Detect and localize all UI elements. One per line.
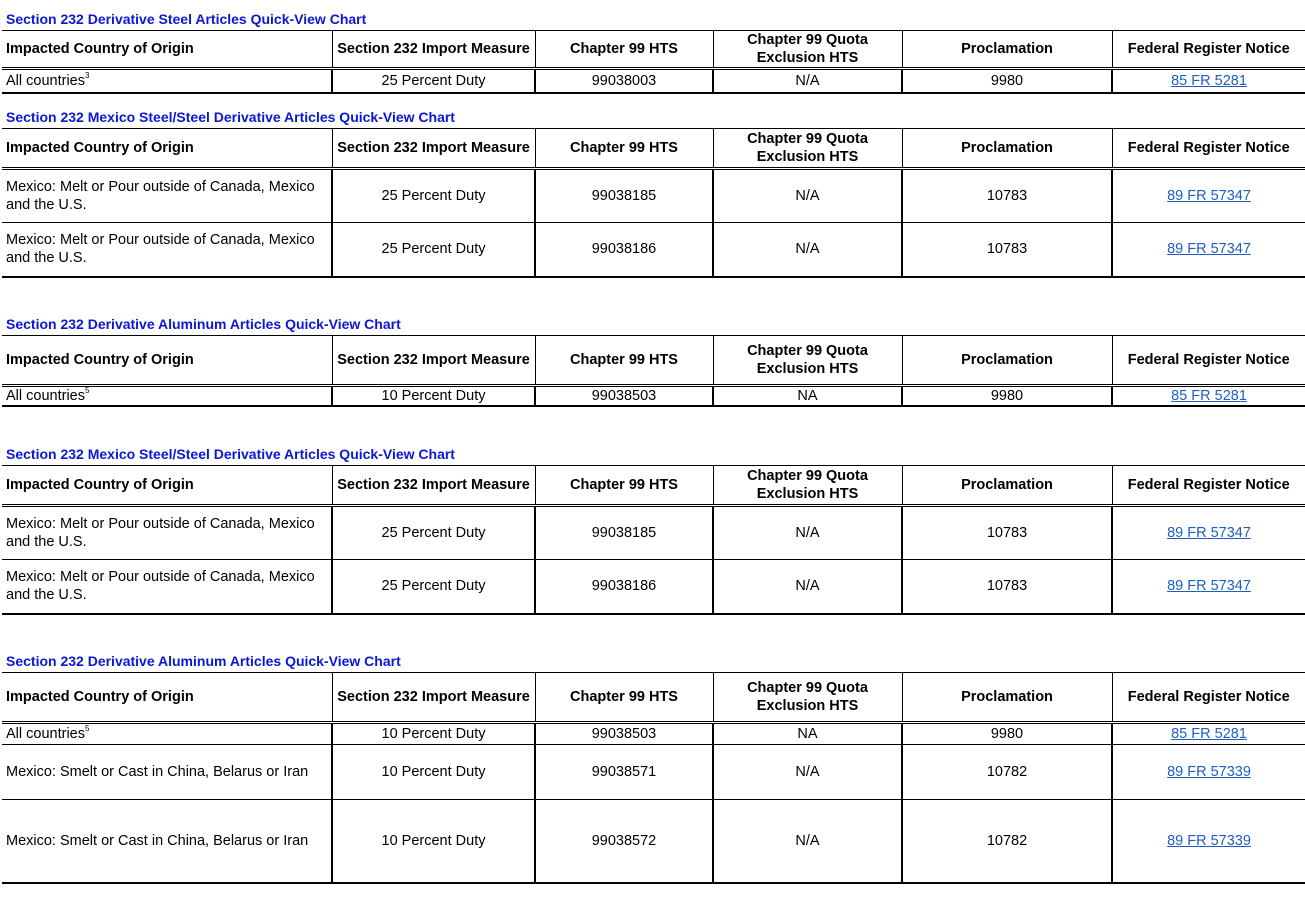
cell-frn <box>1112 386 1305 407</box>
header-quota-line1: Chapter 99 Quota <box>747 680 868 696</box>
cell-hts: 99038186 <box>535 223 713 277</box>
cell-country: Mexico: Melt or Pour outside of Canada, Mexico and the U.S. <box>2 506 332 560</box>
header-proclamation: Proclamation <box>902 129 1112 169</box>
header-frn: Federal Register Notice <box>1112 336 1305 386</box>
cell-proclamation: 10783 <box>902 169 1112 223</box>
header-hts: Chapter 99 HTS <box>535 336 713 386</box>
table-row <box>2 745 1305 800</box>
header-measure: Section 232 Import Measure <box>332 466 535 506</box>
cell-country: Mexico: Melt or Pour outside of Canada, Mexico and the U.S. <box>2 223 332 277</box>
cell-frn <box>1112 506 1305 560</box>
header-quota <box>713 466 902 506</box>
header-hts: Chapter 99 HTS <box>535 466 713 506</box>
header-measure: Section 232 Import Measure <box>332 129 535 169</box>
cell-quota: NA <box>713 386 902 407</box>
cell-proclamation: 10782 <box>902 800 1112 883</box>
header-measure: Section 232 Import Measure <box>332 336 535 386</box>
cell-hts: 99038186 <box>535 560 713 614</box>
table-row <box>2 169 1305 223</box>
frn-link[interactable]: 89 FR 57347 <box>1167 578 1251 595</box>
cell-measure: 10 Percent Duty <box>332 800 535 883</box>
header-quota-line2: Exclusion HTS <box>756 149 859 165</box>
cell-country: Mexico: Smelt or Cast in China, Belarus or Iran <box>2 745 332 800</box>
cell-quota: N/A <box>713 223 902 277</box>
header-frn: Federal Register Notice <box>1112 673 1305 723</box>
cell-quota: NA <box>713 723 902 745</box>
quick-view-table <box>2 335 1305 407</box>
cell-quota: N/A <box>713 169 902 223</box>
cell-country: All countries$^3$ <box>2 69 332 93</box>
header-row <box>2 129 1305 169</box>
cell-proclamation: 10782 <box>902 745 1112 800</box>
cell-frn <box>1112 223 1305 277</box>
header-country: Impacted Country of Origin <box>2 129 332 169</box>
table-row <box>2 386 1305 407</box>
section-title: Section 232 Derivative Steel Articles Quick-View Chart <box>6 11 367 27</box>
table-row <box>2 560 1305 614</box>
cell-hts: 99038185 <box>535 169 713 223</box>
cell-hts: 99038185 <box>535 506 713 560</box>
header-row <box>2 466 1305 506</box>
cell-quota: N/A <box>713 745 902 800</box>
header-quota <box>713 129 902 169</box>
cell-frn <box>1112 723 1305 745</box>
frn-link[interactable]: 85 FR 5281 <box>1171 72 1247 89</box>
header-row <box>2 336 1305 386</box>
cell-measure: 25 Percent Duty <box>332 506 535 560</box>
cell-hts: 99038503 <box>535 386 713 407</box>
frn-link[interactable]: 89 FR 57347 <box>1167 525 1251 541</box>
cell-proclamation: 9980 <box>902 386 1112 407</box>
header-quota <box>713 31 902 69</box>
table-row <box>2 723 1305 745</box>
frn-link[interactable]: 89 FR 57339 <box>1167 764 1251 780</box>
header-quota-line1: Chapter 99 Quota <box>747 131 868 147</box>
header-quota-line2: Exclusion HTS <box>756 698 859 714</box>
footnote-marker: 5 <box>84 386 90 395</box>
section-title: Section 232 Mexico Steel/Steel Derivative Articles Quick-View Chart <box>6 446 455 462</box>
cell-quota: N/A <box>713 506 902 560</box>
cell-proclamation: 10783 <box>902 506 1112 560</box>
cell-proclamation: 9980 <box>902 723 1112 745</box>
header-frn: Federal Register Notice <box>1112 31 1305 69</box>
cell-quota: N/A <box>713 800 902 883</box>
cell-country: All countries$^5$ <box>2 723 332 745</box>
cell-measure: 25 Percent Duty <box>332 169 535 223</box>
cell-proclamation: 10783 <box>902 223 1112 277</box>
cell-measure: 25 Percent Duty <box>332 560 535 614</box>
section-title: Section 232 Derivative Aluminum Articles Quick-View Chart <box>6 316 401 332</box>
section-title: Section 232 Derivative Aluminum Articles Quick-View Chart <box>6 653 401 669</box>
quick-view-table <box>2 128 1305 278</box>
cell-measure: 10 Percent Duty <box>332 745 535 800</box>
header-country: Impacted Country of Origin <box>2 31 332 69</box>
cell-frn <box>1112 69 1305 93</box>
frn-link[interactable]: 89 FR 57339 <box>1167 832 1251 849</box>
cell-quota: N/A <box>713 69 902 93</box>
header-proclamation: Proclamation <box>902 673 1112 723</box>
header-measure: Section 232 Import Measure <box>332 31 535 69</box>
header-country: Impacted Country of Origin <box>2 336 332 386</box>
header-measure: Section 232 Import Measure <box>332 673 535 723</box>
table-row <box>2 506 1305 560</box>
frn-link[interactable]: 85 FR 5281 <box>1171 726 1247 742</box>
cell-measure: 25 Percent Duty <box>332 69 535 93</box>
header-hts: Chapter 99 HTS <box>535 31 713 69</box>
frn-link[interactable]: 85 FR 5281 <box>1171 388 1247 404</box>
cell-country: All countries$^5$ <box>2 386 332 407</box>
header-quota-line2: Exclusion HTS <box>756 361 859 377</box>
table-row <box>2 800 1305 883</box>
header-quota <box>713 336 902 386</box>
footnote-marker: 3 <box>84 70 90 80</box>
header-country: Impacted Country of Origin <box>2 673 332 723</box>
frn-link[interactable]: 89 FR 57347 <box>1167 241 1251 258</box>
header-country: Impacted Country of Origin <box>2 466 332 506</box>
header-quota-line1: Chapter 99 Quota <box>747 32 868 48</box>
cell-measure: 10 Percent Duty <box>332 723 535 745</box>
header-frn: Federal Register Notice <box>1112 129 1305 169</box>
frn-link[interactable]: 89 FR 57347 <box>1167 188 1251 204</box>
cell-measure: 25 Percent Duty <box>332 223 535 277</box>
cell-hts: 99038572 <box>535 800 713 883</box>
header-frn: Federal Register Notice <box>1112 466 1305 506</box>
cell-country: Mexico: Melt or Pour outside of Canada, Mexico and the U.S. <box>2 169 332 223</box>
cell-measure: 10 Percent Duty <box>332 386 535 407</box>
cell-frn <box>1112 560 1305 614</box>
quick-view-table <box>2 672 1305 884</box>
table-row <box>2 69 1305 93</box>
header-quota-line1: Chapter 99 Quota <box>747 468 868 484</box>
header-quota <box>713 673 902 723</box>
header-proclamation: Proclamation <box>902 336 1112 386</box>
section-title: Section 232 Mexico Steel/Steel Derivative Articles Quick-View Chart <box>6 109 455 125</box>
header-quota-line2: Exclusion HTS <box>756 486 859 502</box>
header-quota-line2: Exclusion HTS <box>756 50 859 66</box>
header-hts: Chapter 99 HTS <box>535 673 713 723</box>
cell-country: Mexico: Melt or Pour outside of Canada, Mexico and the U.S. <box>2 560 332 614</box>
header-row <box>2 31 1305 69</box>
footnote-marker: 5 <box>84 724 90 733</box>
cell-proclamation: 9980 <box>902 69 1112 93</box>
cell-frn <box>1112 169 1305 223</box>
header-proclamation: Proclamation <box>902 31 1112 69</box>
cell-quota: N/A <box>713 560 902 614</box>
cell-country: Mexico: Smelt or Cast in China, Belarus or Iran <box>2 800 332 883</box>
header-hts: Chapter 99 HTS <box>535 129 713 169</box>
header-row <box>2 673 1305 723</box>
table-row <box>2 223 1305 277</box>
cell-hts: 99038503 <box>535 723 713 745</box>
quick-view-table <box>2 30 1305 94</box>
cell-hts: 99038003 <box>535 69 713 93</box>
cell-proclamation: 10783 <box>902 560 1112 614</box>
cell-frn <box>1112 800 1305 883</box>
cell-frn <box>1112 745 1305 800</box>
header-quota-line1: Chapter 99 Quota <box>747 343 868 359</box>
cell-hts: 99038571 <box>535 745 713 800</box>
header-proclamation: Proclamation <box>902 466 1112 506</box>
quick-view-table <box>2 465 1305 615</box>
